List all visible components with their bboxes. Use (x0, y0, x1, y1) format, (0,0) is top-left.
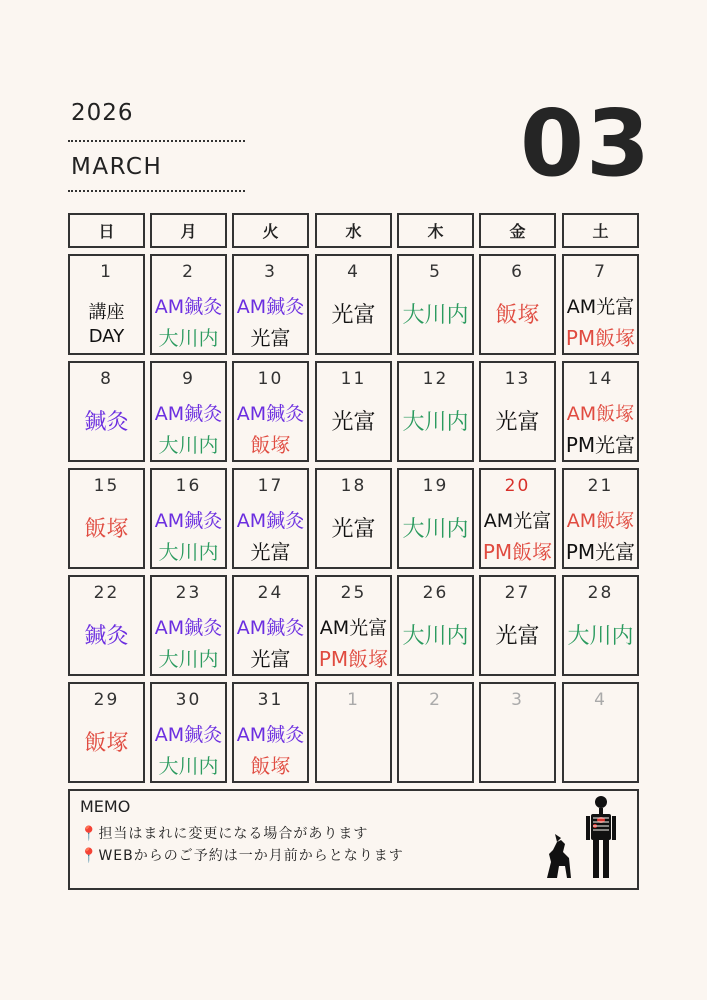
memo-line-text: 担当はまれに変更になる場合があります (98, 826, 369, 842)
schedule-entry: AM光富 (483, 510, 552, 532)
day-number: 4 (594, 690, 607, 710)
schedule-entry: 光富 (495, 410, 540, 435)
schedule-entry: 鍼灸 (84, 624, 129, 649)
day-number: 29 (93, 690, 120, 710)
schedule-entry: AM鍼灸 (154, 403, 223, 425)
weekday-header: 木 (397, 213, 474, 248)
day-cell (562, 575, 639, 676)
day-number: 10 (257, 369, 284, 389)
day-number: 22 (93, 583, 120, 603)
day-cell (315, 361, 392, 462)
schedule-entry: 大川内 (158, 540, 219, 564)
day-cell (562, 468, 639, 569)
schedule-entry: 飯塚 (495, 303, 540, 328)
schedule-entry: 大川内 (158, 754, 219, 778)
day-cell (232, 361, 309, 462)
day-cell (397, 361, 474, 462)
day-number: 19 (422, 476, 449, 496)
schedule-entry: AM鍼灸 (236, 296, 305, 318)
location-pin-icon: 📍 (80, 826, 99, 842)
schedule-entry: PM光富 (565, 433, 636, 457)
schedule-entry: 大川内 (402, 410, 469, 435)
schedule-entry: 大川内 (402, 624, 469, 649)
schedule-entry: 光富 (495, 624, 540, 649)
schedule-entry: 光富 (250, 540, 291, 564)
day-cell (562, 361, 639, 462)
memo-line (80, 845, 404, 865)
schedule-entry: PM光富 (565, 540, 636, 564)
schedule-entry: AM鍼灸 (236, 403, 305, 425)
day-number: 20 (504, 476, 531, 496)
day-number: 1 (347, 690, 360, 710)
day-cell (68, 361, 145, 462)
day-number: 9 (182, 369, 195, 389)
weekday-header: 水 (315, 213, 392, 248)
day-cell (150, 254, 227, 355)
day-number: 12 (422, 369, 449, 389)
schedule-entry: 鍼灸 (84, 410, 129, 435)
day-cell (232, 254, 309, 355)
day-number: 25 (340, 583, 367, 603)
schedule-entry: 飯塚 (250, 433, 291, 457)
day-number: 30 (175, 690, 202, 710)
day-cell (315, 575, 392, 676)
day-cell (232, 575, 309, 676)
schedule-entry: 大川内 (402, 517, 469, 542)
day-cell (315, 682, 392, 783)
day-cell (150, 468, 227, 569)
schedule-entry: 飯塚 (84, 731, 129, 756)
memo-line-text: WEBからのご予約は一か月前からとなります (98, 848, 404, 864)
day-cell (232, 468, 309, 569)
day-cell (397, 254, 474, 355)
day-number: 2 (429, 690, 442, 710)
day-cell (479, 254, 556, 355)
month-number: 03 (520, 90, 653, 197)
day-number: 3 (264, 262, 277, 282)
divider-top (68, 140, 245, 142)
divider-bottom (68, 190, 245, 192)
day-number: 1 (100, 262, 113, 282)
year: 2026 (71, 100, 134, 126)
schedule-entry: 大川内 (402, 303, 469, 328)
day-number: 13 (504, 369, 531, 389)
day-number: 26 (422, 583, 449, 603)
schedule-entry: 光富 (331, 303, 376, 328)
day-number: 4 (347, 262, 360, 282)
day-number: 24 (257, 583, 284, 603)
day-cell (397, 468, 474, 569)
day-cell (315, 254, 392, 355)
schedule-entry: PM飯塚 (565, 326, 636, 350)
schedule-entry: AM鍼灸 (236, 510, 305, 532)
day-cell (68, 682, 145, 783)
dog-and-skeleton-illustration (543, 792, 623, 882)
schedule-entry: AM鍼灸 (154, 510, 223, 532)
day-number: 28 (587, 583, 614, 603)
schedule-entry: AM飯塚 (566, 403, 635, 425)
schedule-entry: 大川内 (158, 326, 219, 350)
schedule-entry: PM飯塚 (318, 647, 389, 671)
day-cell (150, 361, 227, 462)
day-cell (479, 361, 556, 462)
day-cell (315, 468, 392, 569)
schedule-entry: 飯塚 (250, 754, 291, 778)
weekday-header: 月 (150, 213, 227, 248)
memo-title: MEMO (80, 797, 131, 816)
day-number: 18 (340, 476, 367, 496)
day-number: 7 (594, 262, 607, 282)
day-cell (479, 575, 556, 676)
memo-line (80, 823, 368, 843)
schedule-entry: DAY (88, 326, 125, 347)
schedule-entry: AM鍼灸 (154, 724, 223, 746)
schedule-entry: AM光富 (566, 296, 635, 318)
weekday-header: 火 (232, 213, 309, 248)
schedule-entry: 大川内 (567, 624, 634, 649)
day-cell (397, 682, 474, 783)
day-cell (232, 682, 309, 783)
month-name: MARCH (71, 154, 163, 180)
schedule-entry: AM飯塚 (566, 510, 635, 532)
day-number: 2 (182, 262, 195, 282)
schedule-entry: AM光富 (319, 617, 388, 639)
location-pin-icon: 📍 (80, 848, 99, 864)
memo-box (68, 789, 639, 890)
day-cell (68, 468, 145, 569)
schedule-entry: AM鍼灸 (154, 296, 223, 318)
day-cell (562, 682, 639, 783)
day-number: 6 (511, 262, 524, 282)
schedule-entry: 飯塚 (84, 517, 129, 542)
day-cell (562, 254, 639, 355)
weekday-header: 金 (479, 213, 556, 248)
day-number: 23 (175, 583, 202, 603)
day-cell (68, 575, 145, 676)
schedule-entry: 光富 (331, 517, 376, 542)
schedule-entry: AM鍼灸 (236, 617, 305, 639)
schedule-entry: 大川内 (158, 647, 219, 671)
schedule-entry: 講座 (88, 302, 125, 323)
schedule-entry: AM鍼灸 (154, 617, 223, 639)
schedule-entry: PM飯塚 (482, 540, 553, 564)
schedule-entry: AM鍼灸 (236, 724, 305, 746)
day-number: 11 (340, 369, 367, 389)
day-number: 14 (587, 369, 614, 389)
day-number: 5 (429, 262, 442, 282)
schedule-entry: 光富 (250, 647, 291, 671)
day-cell (479, 468, 556, 569)
weekday-header: 土 (562, 213, 639, 248)
schedule-entry: 光富 (331, 410, 376, 435)
day-number: 21 (587, 476, 614, 496)
schedule-entry: 大川内 (158, 433, 219, 457)
day-number: 3 (511, 690, 524, 710)
day-number: 8 (100, 369, 113, 389)
schedule-entry: 光富 (250, 326, 291, 350)
day-cell (68, 254, 145, 355)
day-number: 16 (175, 476, 202, 496)
day-cell (397, 575, 474, 676)
day-cell (150, 682, 227, 783)
day-number: 17 (257, 476, 284, 496)
day-number: 31 (257, 690, 284, 710)
day-cell (479, 682, 556, 783)
weekday-header: 日 (68, 213, 145, 248)
day-cell (150, 575, 227, 676)
day-number: 15 (93, 476, 120, 496)
day-number: 27 (504, 583, 531, 603)
